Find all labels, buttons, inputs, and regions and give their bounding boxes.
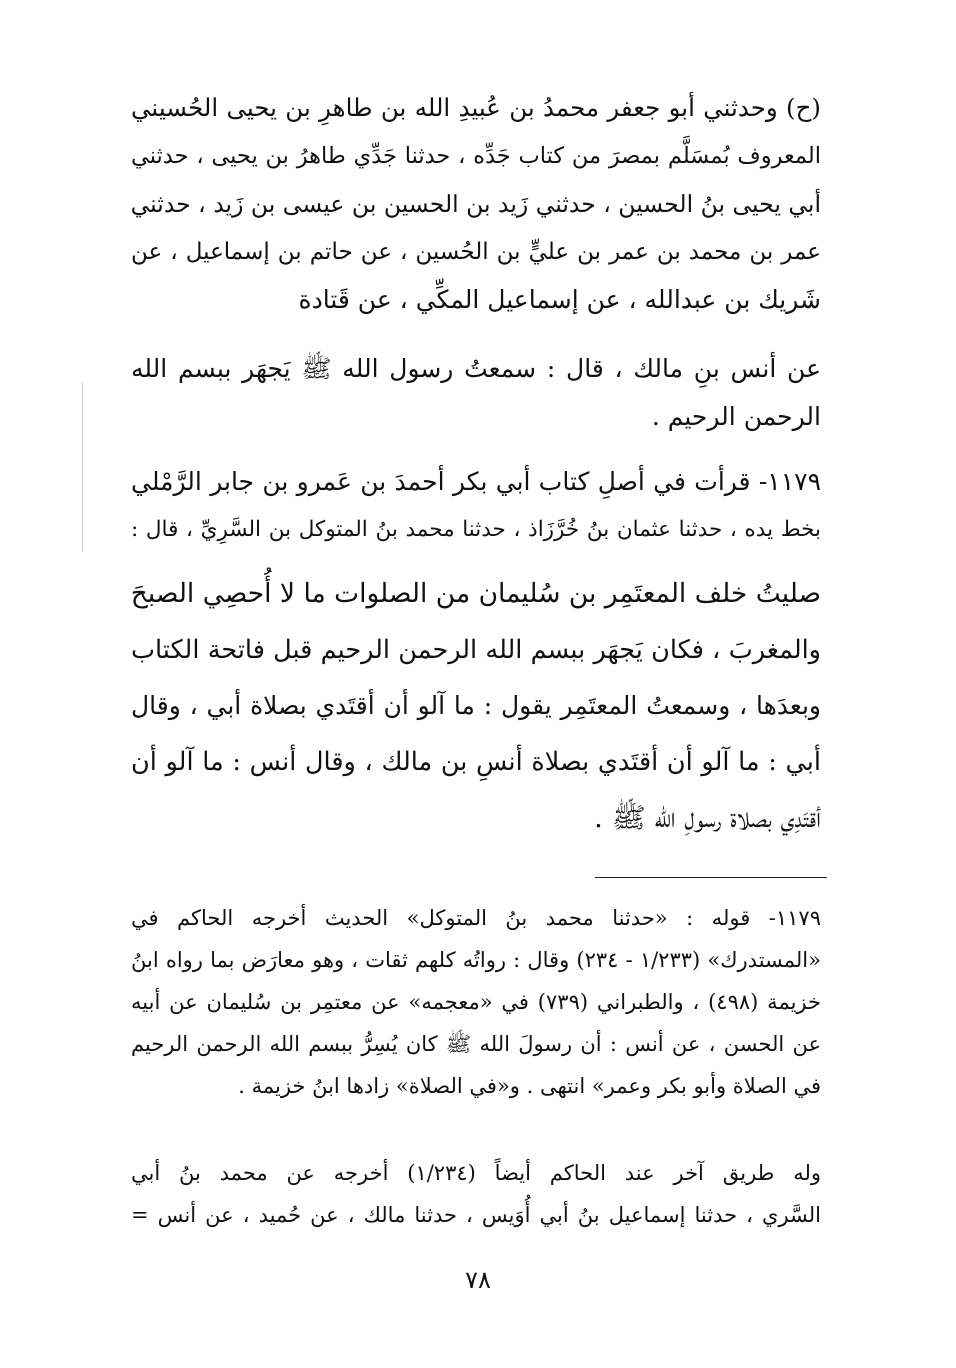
footnote-line-1: ١١٧٩- قوله : «حدثنا محمد بنُ المتوكل» الحديث أخرجه الحاكم في bbox=[131, 906, 821, 930]
matn-line-1: عن أنس بنِ مالك ، قال : سمعتُ رسول الله ﷺ يَجهَر ببسم الله bbox=[131, 354, 821, 383]
footnote-1179 bbox=[131, 897, 821, 1107]
hadith-1179-matn-line-1: صليتُ خلف المعتَمِر بن سُليمان من الصلوات ما لا أُحصِي الصبحَ bbox=[131, 578, 821, 609]
footnote-line-3: خزيمة (٤٩٨) ، والطبراني (٧٣٩) في «معجمه» عن معتمِر بن سُليمان عن أبيه bbox=[131, 990, 821, 1014]
isnad-paragraph bbox=[131, 84, 821, 324]
hadith-1179-isnad bbox=[131, 458, 821, 554]
matn-line-2: الرحمن الرحيم . bbox=[651, 402, 821, 431]
hadith-1179-matn-line-3: وبعدَها ، وسمعتُ المعتَمِر يقول : ما آلو أن أقتَدي بصلاة أبي ، وقال bbox=[131, 691, 821, 720]
hadith-1179-isnad-line-2: بخط يده ، حدثنا عثمان بنُ خُرَّزَاذ ، حدثنا محمد بنُ المتوكل بن السَّرِيِّ ، قال : bbox=[131, 517, 821, 542]
footnote-continuation bbox=[131, 1152, 821, 1236]
isnad-line-3: أبي يحيى بنُ الحسين ، حدثني زَيد بن الحسين بن عيسى بن زَيد ، حدثني bbox=[131, 190, 821, 218]
isnad-line-2: المعروف بُمسَلَّم بمصرَ من كتاب جَدِّه ، حدثنا جَدِّي طاهرُ بن يحيى ، حدثني bbox=[131, 143, 821, 169]
footnote-2-line-1: وله طريق آخر عند الحاكم أيضاً (١/٢٣٤) أخرجه عن محمد بنُ أبي bbox=[131, 1161, 821, 1185]
isnad-line-1: (ح) وحدثني أبو جعفر محمدُ بن عُبيدِ الله بن طاهرِ بن يحيى الحُسيني bbox=[131, 93, 821, 122]
hadith-1179-matn-line-4: أبي : ما آلو أن أقتَدي بصلاة أنسِ بن مالك ، وقال أنس : ما آلو أن bbox=[131, 747, 821, 777]
hadith-1179-isnad-line-1: ١١٧٩- قرأت في أصلِ كتاب أبي بكر أحمدَ بن عَمرو بن جابر الرَّمْلي bbox=[131, 467, 821, 496]
isnad-line-5: شَريك بن عبدالله ، عن إسماعيل المكِّي ، عن قَتادة bbox=[298, 285, 821, 314]
hadith-1179-matn-line-5: أقتَدِي بصلاة رسولِ الله ﷺ . bbox=[594, 801, 821, 834]
footnote-separator bbox=[595, 877, 827, 878]
footnote-2-line-2: السَّري ، حدثنا إسماعيل بنُ أبي أُوَيس ، حدثنا مالك ، عن حُميد ، عن أنس = bbox=[131, 1203, 821, 1227]
margin-scan-mark bbox=[82, 382, 83, 552]
page-number: ٧٨ bbox=[465, 1266, 491, 1294]
matn-paragraph bbox=[131, 345, 821, 441]
hadith-1179-matn bbox=[131, 566, 821, 846]
isnad-line-4: عمر بن محمد بن عمر بن عليٍّ بن الحُسين ، عن حاتم بن إسماعيل ، عن bbox=[131, 239, 821, 265]
hadith-1179-matn-line-2: والمغربَ ، فكان يَجهَر ببسم الله الرحمن الرحيم قبل فاتحة الكتاب bbox=[131, 635, 821, 665]
footnote-line-4: عن الحسن ، عن أنس : أن رسولَ الله ﷺ كان يُسِرُّ ببسم الله الرحمن الرحيم bbox=[131, 1032, 821, 1056]
footnote-line-5: في الصلاة وأبو بكر وعمر» انتهى . و«في الصلاة» زادها ابنُ خزيمة . bbox=[238, 1074, 821, 1098]
footnote-line-2: «المستدرك» (١/٢٣٣ - ٢٣٤) وقال : رواتُه كلهم ثقات ، وهو معارَض بما رواه ابنُ bbox=[131, 948, 821, 972]
